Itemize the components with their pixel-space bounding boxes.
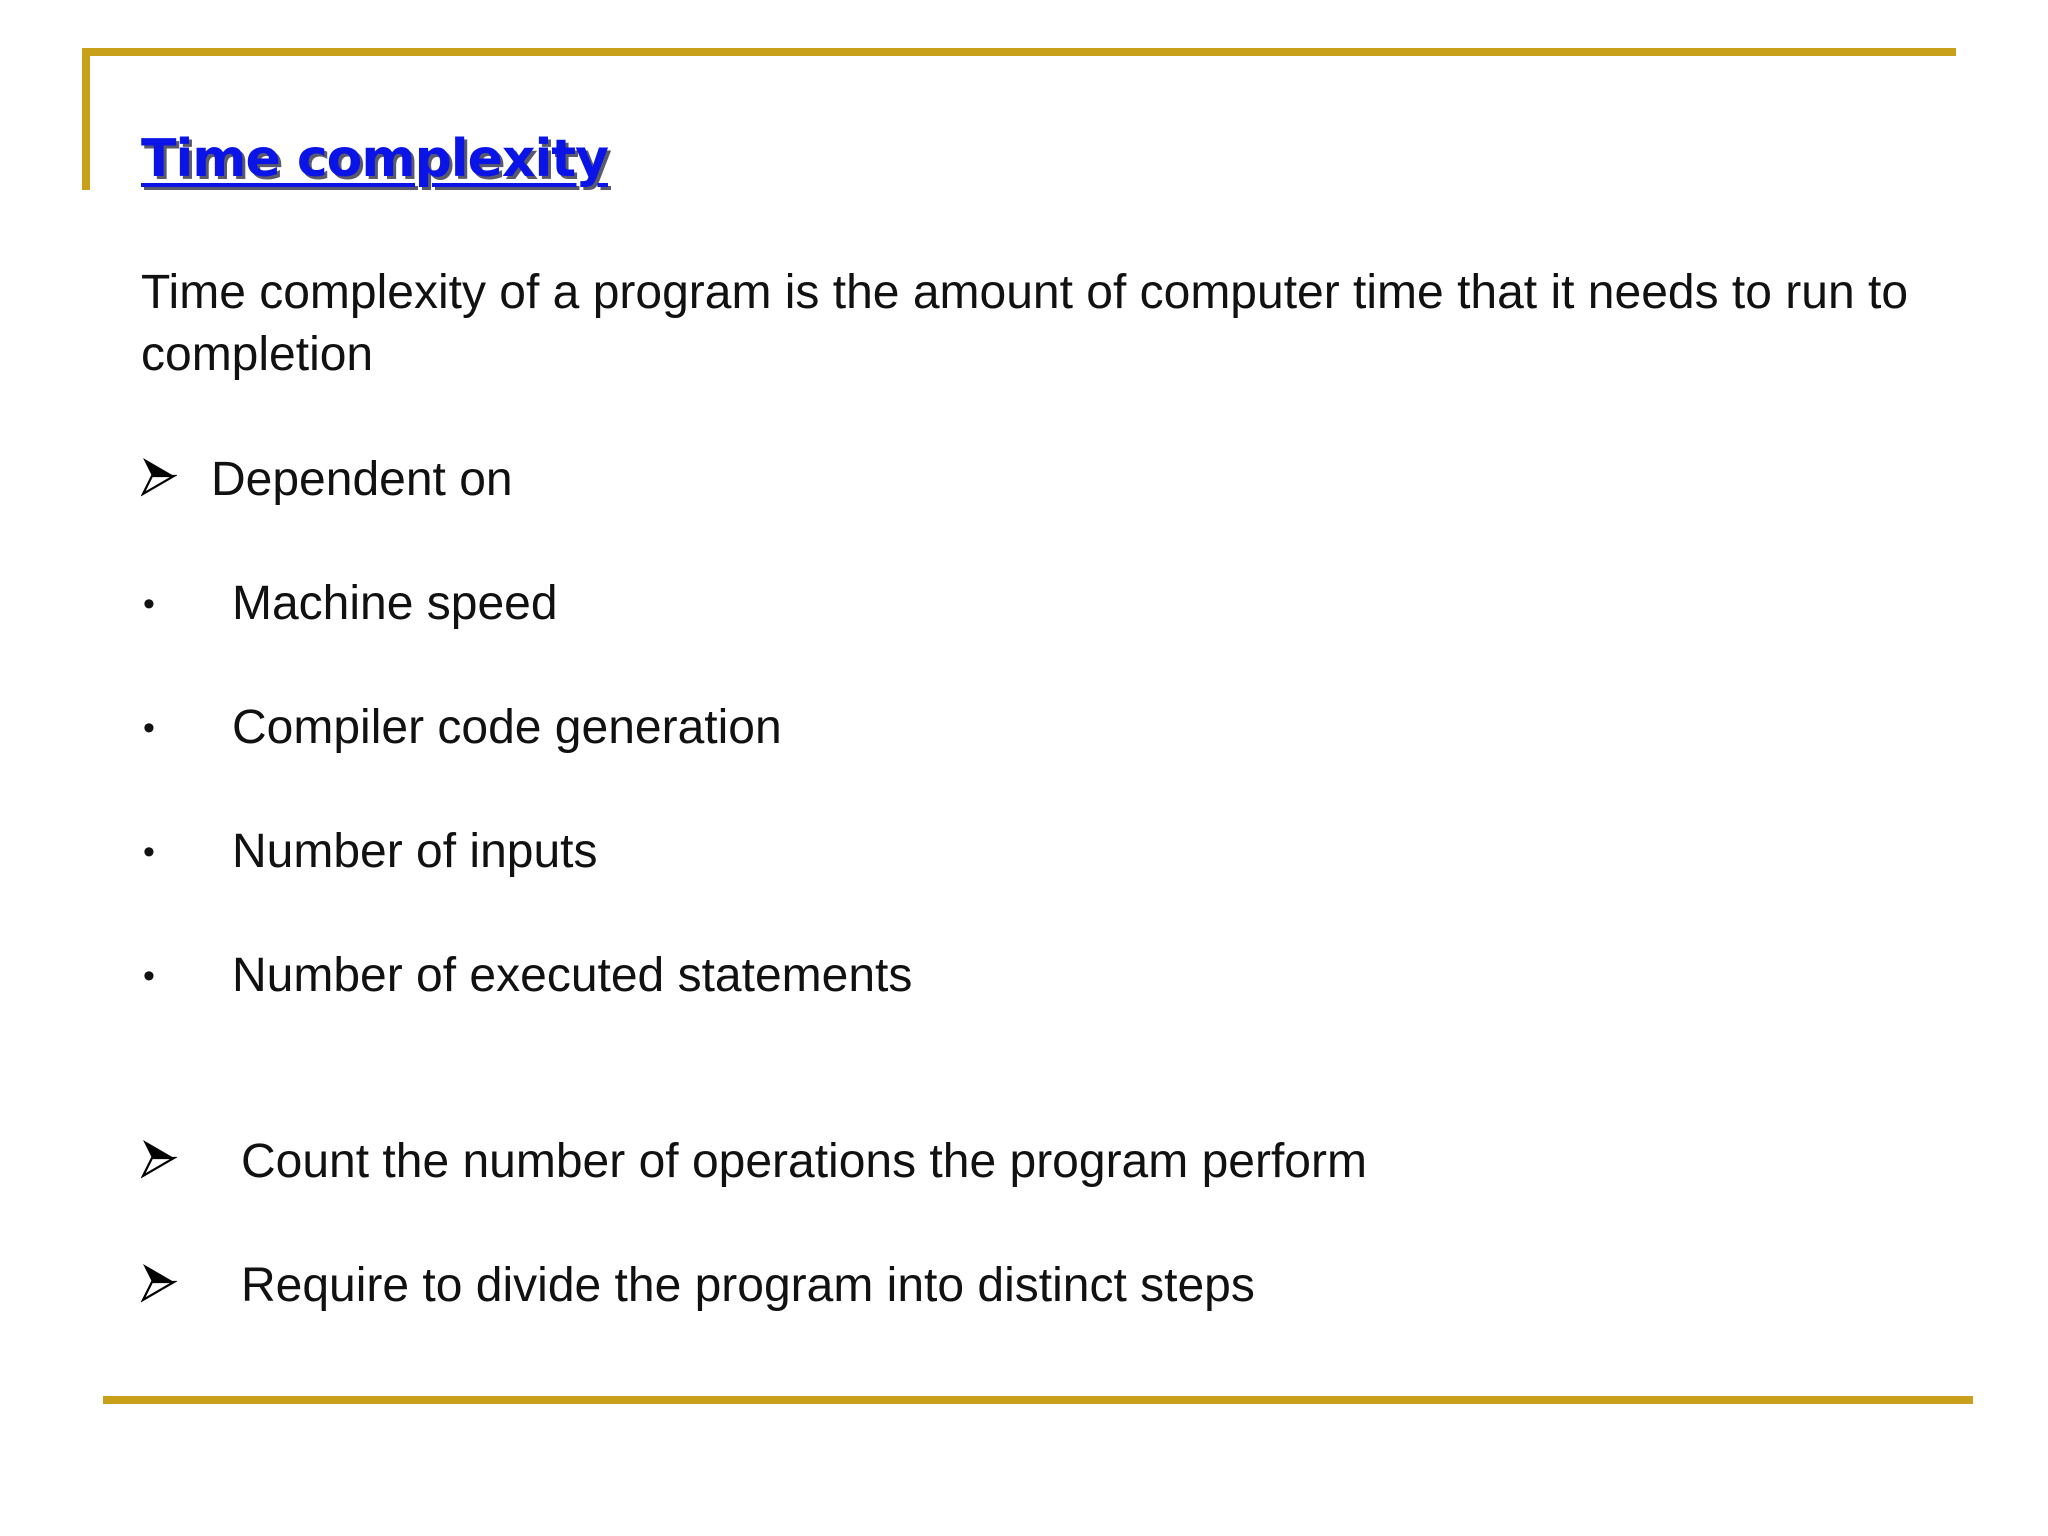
point-label: Count the number of operations the program perform bbox=[241, 1135, 1367, 1188]
bottom-frame-line bbox=[103, 1396, 1973, 1404]
arrow-bullet-icon bbox=[141, 1260, 177, 1304]
dependent-on-label: Dependent on bbox=[211, 453, 513, 506]
arrow-bullet-icon bbox=[141, 1136, 177, 1180]
dependency-label: Number of inputs bbox=[232, 825, 598, 878]
dot-bullet-icon: • bbox=[143, 957, 155, 995]
dependency-label: Number of executed statements bbox=[232, 949, 913, 1002]
page-title: Time complexity bbox=[141, 129, 609, 189]
point-label: Require to divide the program into distinct steps bbox=[241, 1259, 1255, 1312]
intro-paragraph: Time complexity of a program is the amount of computer time that it needs to run to completion bbox=[141, 266, 1909, 381]
dot-bullet-icon: • bbox=[143, 585, 155, 623]
dot-bullet-icon: • bbox=[143, 709, 155, 747]
arrow-bullet-icon bbox=[141, 454, 177, 498]
dot-bullet-icon: • bbox=[143, 833, 155, 871]
dependency-label: Compiler code generation bbox=[232, 701, 782, 754]
top-frame-line bbox=[82, 48, 1956, 56]
left-frame-line bbox=[82, 48, 90, 190]
dependency-label: Machine speed bbox=[232, 577, 558, 630]
